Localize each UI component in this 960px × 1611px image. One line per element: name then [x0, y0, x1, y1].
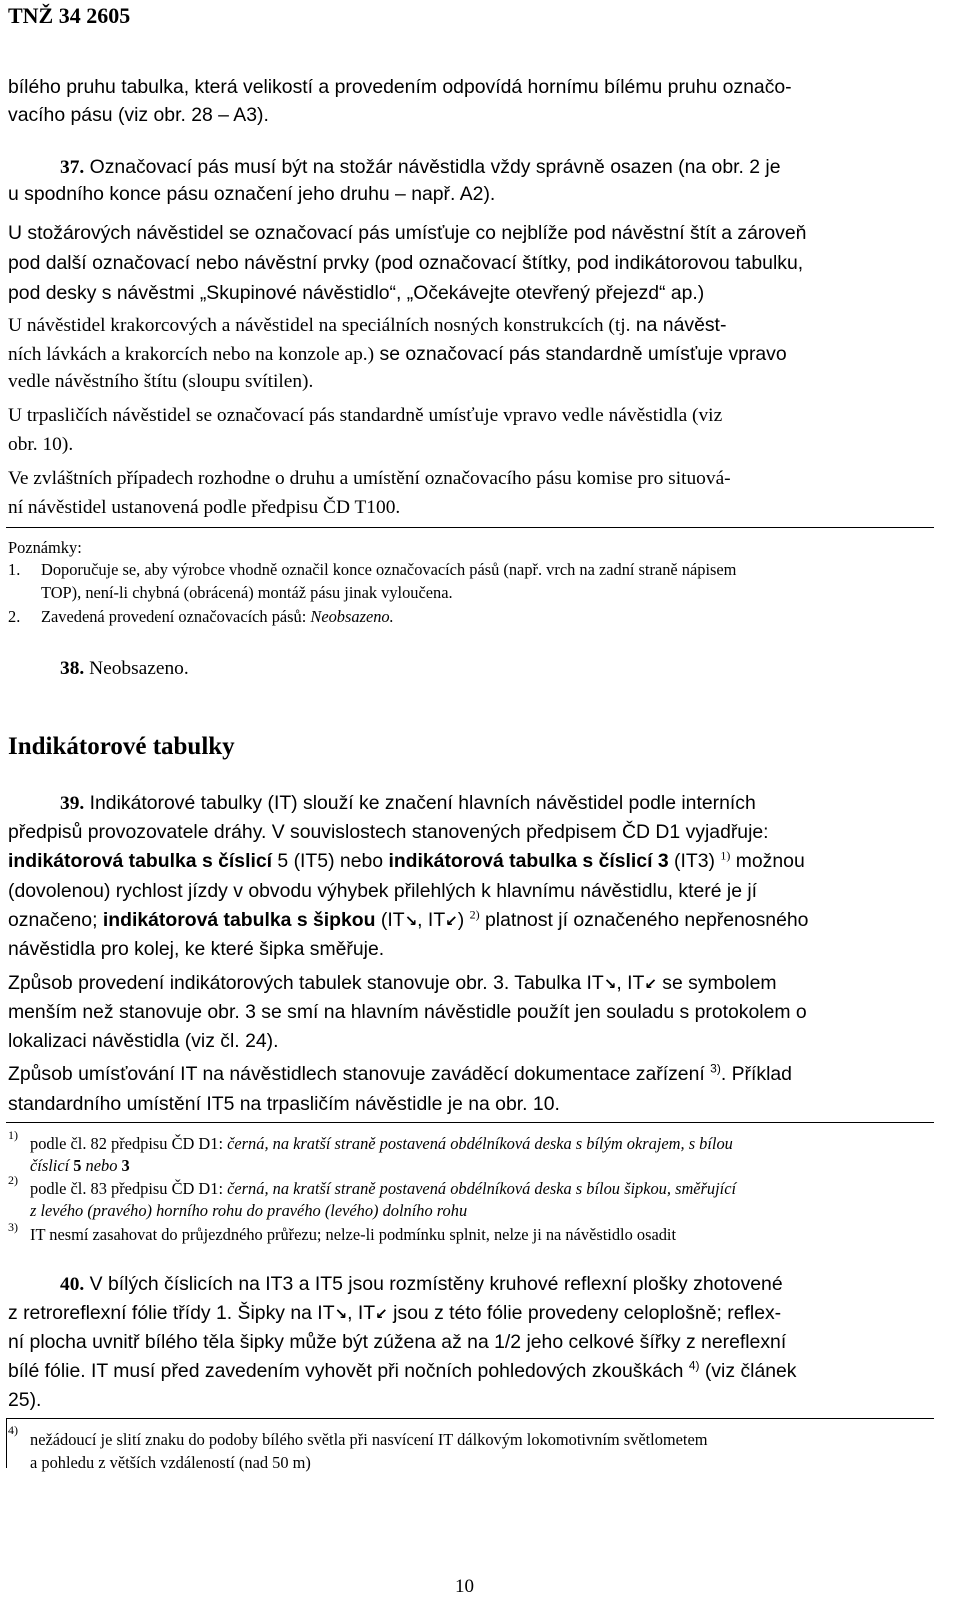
footnote-2-mark: 2) — [8, 1173, 18, 1187]
method-text-1c: se symbolem — [656, 972, 777, 994]
note-1-line-1: Doporučuje se, aby výrobce vhodně označil konce označovacích pásů (např. vrch na zadní straně nápisem — [41, 560, 737, 579]
para39-text-5e: platnost jí označeného nepřenosného — [479, 909, 809, 931]
para39-text-1: Indikátorové tabulky (IT) slouží ke značení hlavních návěstidel podle interních — [84, 792, 756, 814]
para40-text-4a: bílé fólie. IT musí před zavedením vyhovět při nočních pohledových zkouškách — [8, 1360, 689, 1382]
para39-number: 39. — [60, 793, 85, 814]
dwarf-line-2: obr. 10). — [8, 434, 74, 455]
method-text-1b: , IT — [616, 972, 645, 994]
note-1-line-2: TOP), není-li chybná (obrácená) montáž pásu jinak vyloučena. — [41, 583, 453, 602]
para39-text-3c: možnou — [730, 850, 805, 872]
para40-line-4 — [8, 1360, 797, 1383]
intro-text-end: ). — [257, 104, 269, 126]
note-1-number: 1. — [8, 560, 21, 579]
footnote-2-text: podle čl. 83 předpisu ČD D1: — [30, 1179, 228, 1198]
mast-line-2: pod další označovací nebo návěstní prvky (pod označovací štítky, pod indikátorovou tabulku, — [8, 252, 804, 274]
note-2-number: 2. — [8, 607, 21, 626]
intro-line-2 — [8, 104, 269, 127]
arrow-down-right-icon: ↘ — [334, 1305, 348, 1323]
arrow-down-right-icon: ↘ — [603, 975, 617, 993]
para39-text-5a: označeno; — [8, 909, 103, 931]
para39-line-4: (dovolenou) rychlost jízdy v obvodu výhybek přilehlých k hlavnímu návěstidlu, které je jí — [8, 880, 758, 902]
footnote-4-line-1: nežádoucí je slití znaku do podoby bílého světla při nasvícení IT dálkovým lokomotivním světlometem — [30, 1430, 708, 1449]
footnote-ref-1: 1) — [720, 848, 731, 863]
placement-text-1b: . Příklad — [720, 1063, 792, 1085]
footnote-1-digit-5: 5 — [73, 1156, 82, 1175]
para38-number: 38. — [60, 658, 85, 679]
page-number: 10 — [455, 1576, 474, 1597]
footnote-2-italic-2: z levého (pravého) horního rohu do pravého (levého) dolního rohu — [30, 1201, 468, 1220]
placement-line-2: standardního umístění IT5 na trpasličím návěstidle je na obr. 10. — [8, 1093, 560, 1115]
para39-line-5 — [8, 909, 808, 932]
footnote-1-italic: černá, na kratší straně postavená obdélníková deska s bílým okrajem, s bílou — [227, 1134, 733, 1153]
para39-term-1: indikátorová tabulka s číslicí — [8, 850, 273, 872]
para40-line-5: 25). — [8, 1389, 42, 1411]
para39-text-5b: (IT — [375, 909, 405, 931]
bracket-line-1 — [8, 314, 726, 337]
footnote-divider-1 — [6, 1122, 934, 1123]
note-2-text: Zavedená provedení označovacích pásů: — [41, 607, 311, 626]
para40-line-1 — [60, 1273, 783, 1296]
footnote-1-mark: 1) — [8, 1128, 18, 1142]
para39-line-1 — [60, 792, 756, 815]
para37-line-2 — [8, 183, 495, 206]
para37-text: Označovací pás musí být na stožár návěstidla vždy správně osazen (na obr. 2 je — [84, 156, 781, 178]
bracket-text-sans: na návěst- — [630, 314, 727, 336]
mast-line-3: pod desky s návěstmi „Skupinové návěstidlo“, „Očekávejte otevřený přejezd“ ap.) — [8, 282, 705, 304]
footnote-1-text: podle čl. 82 předpisu ČD D1: — [30, 1134, 228, 1153]
note-2-line — [41, 607, 394, 627]
para37-line-1 — [60, 156, 781, 179]
bracket-line-2 — [8, 343, 787, 366]
footnote-ref-2: 2) — [469, 907, 480, 922]
para40-text-2b: , IT — [347, 1302, 376, 1324]
dwarf-line-1: U trpasličích návěstidel se označovací pás standardně umísťuje vpravo vedle návěstidla (viz — [8, 405, 723, 426]
note-2-italic: Neobsazeno. — [310, 607, 394, 626]
footnote-2-line-1 — [30, 1179, 736, 1199]
para37-text-end: ). — [483, 183, 496, 205]
bracket-text-sans-2: se označovací pás standardně umísťuje vpravo — [374, 343, 787, 365]
arrow-down-left-icon: ↙ — [375, 1305, 388, 1323]
footnote-2-line-2 — [30, 1201, 467, 1221]
method-text-1a: Způsob provedení indikátorových tabulek stanovuje obr. 3. Tabulka IT — [8, 972, 604, 994]
special-line-2: ní návěstidel ustanovená podle předpisu ČD T100. — [8, 497, 401, 518]
footnote-1-italic-2: číslicí — [30, 1156, 74, 1175]
notes-heading: Poznámky: — [8, 538, 82, 557]
method-line-3: lokalizaci návěstidla (viz čl. 24). — [8, 1030, 279, 1052]
footnote-1-line-2 — [30, 1156, 130, 1176]
footnote-1-digit-3: 3 — [121, 1156, 130, 1175]
arrow-down-left-icon: ↙ — [644, 975, 657, 993]
footnote-3-line: IT nesmí zasahovat do průjezdného průřezu; nelze-li podmínku splnit, nelze ji na návěstidlo osadit — [30, 1225, 677, 1244]
para37-text-2: u spodního konce pásu označení jeho druhu – např. — [8, 183, 460, 205]
para39-term-2: indikátorová tabulka s číslicí 3 — [388, 850, 669, 872]
para40-text-4b: (viz článek — [699, 1360, 797, 1382]
method-line-2: menším než stanovuje obr. 3 se smí na hlavním návěstidle použít jen souladu s protokolem o — [8, 1001, 807, 1023]
section-heading: Indikátorové tabulky — [8, 733, 235, 760]
para39-line-2: předpisů provozovatele dráhy. V souvislostech stanovených předpisem ČD D1 vyjadřuje: — [8, 821, 769, 843]
para40-line-3: ní plocha uvnitř bílého těla šipky může být zúžena až na 1/2 jeho celkové šířky z nereflexní — [8, 1331, 787, 1353]
para39-text-3b: (IT3) — [668, 850, 721, 872]
intro-line-1: bílého pruhu tabulka, která velikostí a provedením odpovídá hornímu bílému pruhu označo- — [8, 76, 792, 98]
bracket-line-3: vedle návěstního štítu (sloupu svítilen). — [8, 371, 314, 392]
para38 — [60, 658, 189, 680]
para40-number: 40. — [60, 1274, 85, 1295]
para39-line-6: návěstidla pro kolej, ke které šipka směřuje. — [8, 938, 385, 960]
footnote-4-bar — [6, 1418, 7, 1468]
para37-number: 37. — [60, 157, 85, 178]
method-line-1 — [8, 972, 777, 995]
footnote-ref-4: 4) — [688, 1358, 700, 1373]
para39-text-3a: 5 (IT5) nebo — [272, 850, 389, 872]
placement-line-1 — [8, 1063, 792, 1086]
para39-text-5d: ) — [457, 909, 470, 931]
footnote-ref-3: 3) — [710, 1061, 721, 1076]
para40-text-2c: jsou z této fólie provedeny celoplošně; reflex- — [387, 1302, 782, 1324]
intro-text: vacího pásu (viz obr. 28 – — [8, 104, 234, 126]
footnote-1-line-1 — [30, 1134, 733, 1154]
para40-text-2a: z retroreflexní fólie třídy 1. Šipky na IT — [8, 1302, 335, 1324]
document-code: TNŽ 34 2605 — [8, 3, 131, 28]
footnote-4-mark: 4) — [8, 1423, 18, 1437]
footnote-2-italic: černá, na kratší straně postavená obdélníková deska s bílou šipkou, směřující — [227, 1179, 737, 1198]
arrow-down-left-icon: ↙ — [445, 912, 458, 930]
footnote-divider-2 — [6, 1418, 934, 1419]
para39-line-3 — [8, 850, 805, 873]
mast-line-1: U stožárových návěstidel se označovací pás umísťuje co nejblíže pod návěstní štít a zároveň — [8, 222, 807, 244]
para40-line-2 — [8, 1302, 781, 1325]
bracket-text-serif-2: ních lávkách a krakorcích nebo na konzole ap.) — [8, 344, 375, 365]
para39-text-5c: , IT — [417, 909, 446, 931]
footnote-3-mark: 3) — [8, 1220, 18, 1234]
footnote-1-italic-3: nebo — [81, 1156, 122, 1175]
para38-text: Neobsazeno. — [84, 658, 189, 679]
figure-ref-a2: A2 — [459, 183, 484, 205]
figure-ref-a3: A3 — [233, 104, 258, 126]
footnote-4-line-2: a pohledu z větších vzdáleností (nad 50 m) — [30, 1453, 311, 1472]
para40-text-1: V bílých číslicích na IT3 a IT5 jsou rozmístěny kruhové reflexní plošky zhotovené — [84, 1273, 783, 1295]
arrow-down-right-icon: ↘ — [404, 912, 418, 930]
special-line-1: Ve zvláštních případech rozhodne o druhu a umístění označovacího pásu komise pro situová- — [8, 468, 731, 489]
notes-divider — [6, 527, 934, 528]
para39-term-3: indikátorová tabulka s šipkou — [102, 909, 376, 931]
placement-text-1a: Způsob umísťování IT na návěstidlech stanovuje zaváděcí dokumentace zařízení — [8, 1063, 711, 1085]
bracket-text-serif: U návěstidel krakorcových a návěstidel na speciálních nosných konstrukcích (tj. — [8, 315, 631, 336]
